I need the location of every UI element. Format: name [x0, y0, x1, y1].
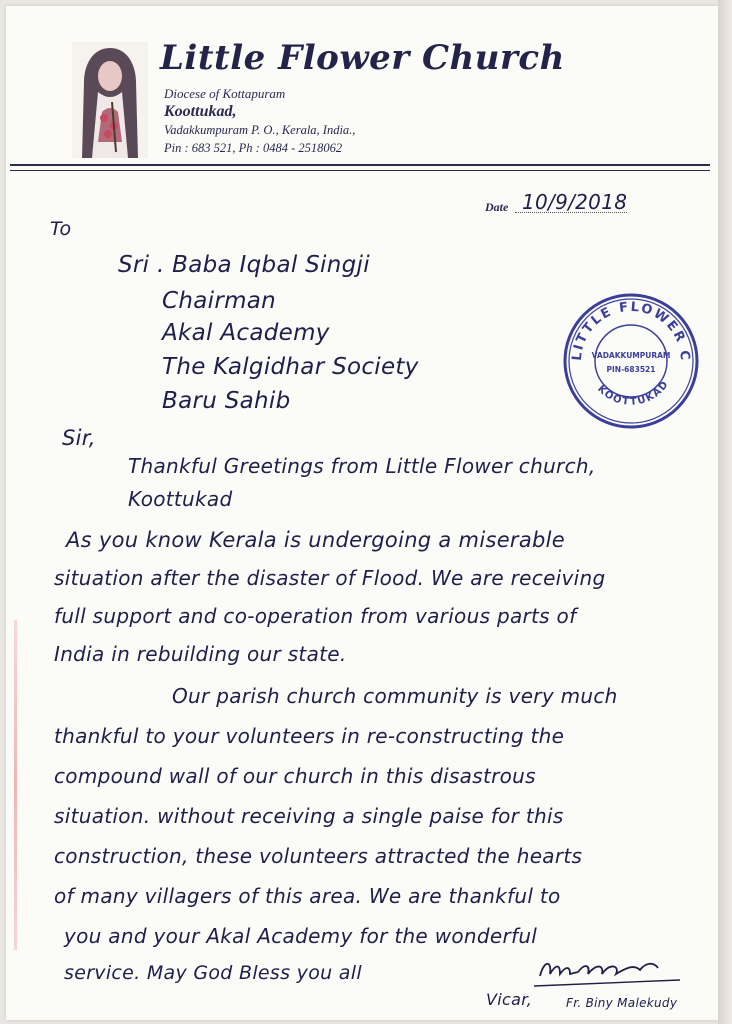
- body-line: service. May God Bless you all: [64, 962, 362, 984]
- closing-name: Fr. Biny Malekudy: [566, 996, 678, 1010]
- addressee-line: Baru Sahib: [162, 388, 291, 414]
- stamp-bottom-text: KOOTTUKAD: [595, 378, 672, 408]
- body-line: thankful to your volunteers in re-constructing the: [54, 724, 565, 748]
- salutation: Sir,: [62, 426, 96, 450]
- addressee-line: The Kalgidhar Society: [162, 354, 419, 380]
- letterhead-divider: [10, 164, 710, 166]
- greeting-line: Thankful Greetings from Little Flower church,: [128, 454, 596, 478]
- church-seal-stamp: [558, 288, 704, 434]
- closing-title: Vicar,: [486, 990, 532, 1009]
- body-line: Our parish church community is very much: [172, 684, 618, 708]
- pin-phone-line: Pin : 683 521, Ph : 0484 - 2518062: [164, 141, 343, 155]
- address-line: Vadakkumpuram P. O., Kerala, India.,: [164, 123, 356, 137]
- margin-mark: [14, 620, 17, 950]
- to-label: To: [50, 218, 72, 240]
- diocese-line: Diocese of Kottapuram: [164, 86, 286, 101]
- page-edge: [718, 0, 732, 1024]
- date-label: Date: [485, 200, 509, 214]
- body-line: of many villagers of this area. We are thankful to: [54, 884, 561, 908]
- body-line: construction, these volunteers attracted the hearts: [54, 844, 583, 868]
- body-line: you and your Akal Academy for the wonderful: [64, 924, 538, 948]
- saint-portrait-image: [72, 42, 148, 158]
- church-name: Little Flower Church: [160, 38, 565, 78]
- addressee-line: Chairman: [162, 288, 277, 314]
- body-line: India in rebuilding our state.: [54, 642, 347, 666]
- body-line: situation. without receiving a single paise for this: [54, 804, 564, 828]
- stamp-center-line2: PIN-683521: [606, 365, 656, 374]
- addressee-line: Akal Academy: [162, 320, 330, 346]
- svg-text:KOOTTUKAD: [595, 378, 671, 407]
- greeting-line: Koottukad: [128, 487, 233, 511]
- place-line: Koottukad,: [164, 103, 237, 120]
- letterhead-divider-thin: [10, 170, 710, 171]
- stamp-arc-text: LITTLE FLOWER C: [569, 299, 693, 363]
- stamp-center-line1: VADAKKUMPURAM: [591, 351, 671, 360]
- body-line: situation after the disaster of Flood. We are receiving: [54, 566, 606, 590]
- addressee-line: Sri . Baba Iqbal Singji: [118, 252, 370, 278]
- body-line: full support and co-operation from various parts of: [54, 604, 577, 628]
- date-value: 10/9/2018: [522, 190, 628, 214]
- body-line: compound wall of our church in this disastrous: [54, 764, 536, 788]
- body-line: As you know Kerala is undergoing a miserable: [66, 528, 565, 552]
